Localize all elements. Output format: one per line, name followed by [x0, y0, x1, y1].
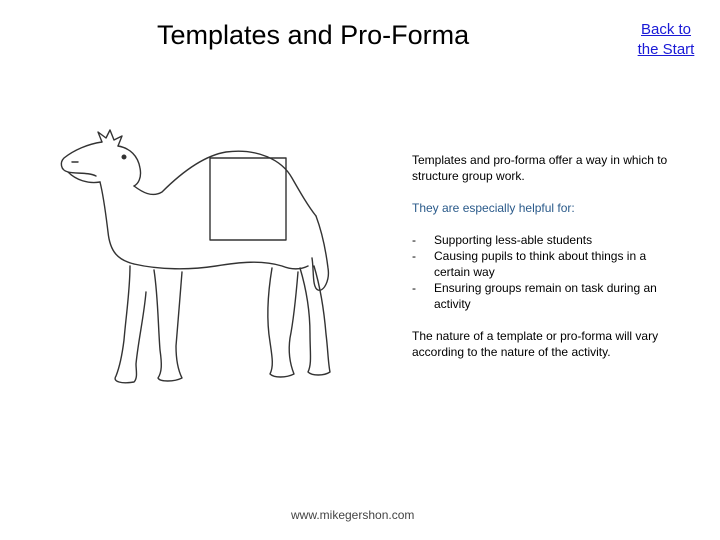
- camel-drawing-icon: [30, 120, 350, 400]
- bullet-dash: -: [412, 281, 416, 295]
- bullet-dash: -: [412, 249, 416, 263]
- list-item-text: Causing pupils to think about things in a certain way: [434, 249, 647, 279]
- list-item-text: Ensuring groups remain on task during an activity: [434, 281, 657, 311]
- list-item: [412, 232, 672, 248]
- benefit-list: [412, 232, 672, 312]
- page-title: Templates and Pro-Forma: [157, 20, 470, 50]
- bullet-dash: -: [412, 233, 416, 247]
- subheading: They are especially helpful for:: [412, 201, 575, 215]
- back-to-start-link[interactable]: Back to the Start: [637, 21, 695, 58]
- closing-paragraph: The nature of a template or pro-forma will vary according to the nature of the activity.: [412, 329, 659, 359]
- content-text: [412, 152, 672, 376]
- list-item-text: Supporting less-able students: [434, 233, 593, 247]
- list-item: [412, 280, 672, 312]
- intro-paragraph: Templates and pro-forma offer a way in which to structure group work.: [412, 153, 668, 183]
- list-item: [412, 248, 672, 280]
- footer-url: www.mikegershon.com: [291, 508, 415, 522]
